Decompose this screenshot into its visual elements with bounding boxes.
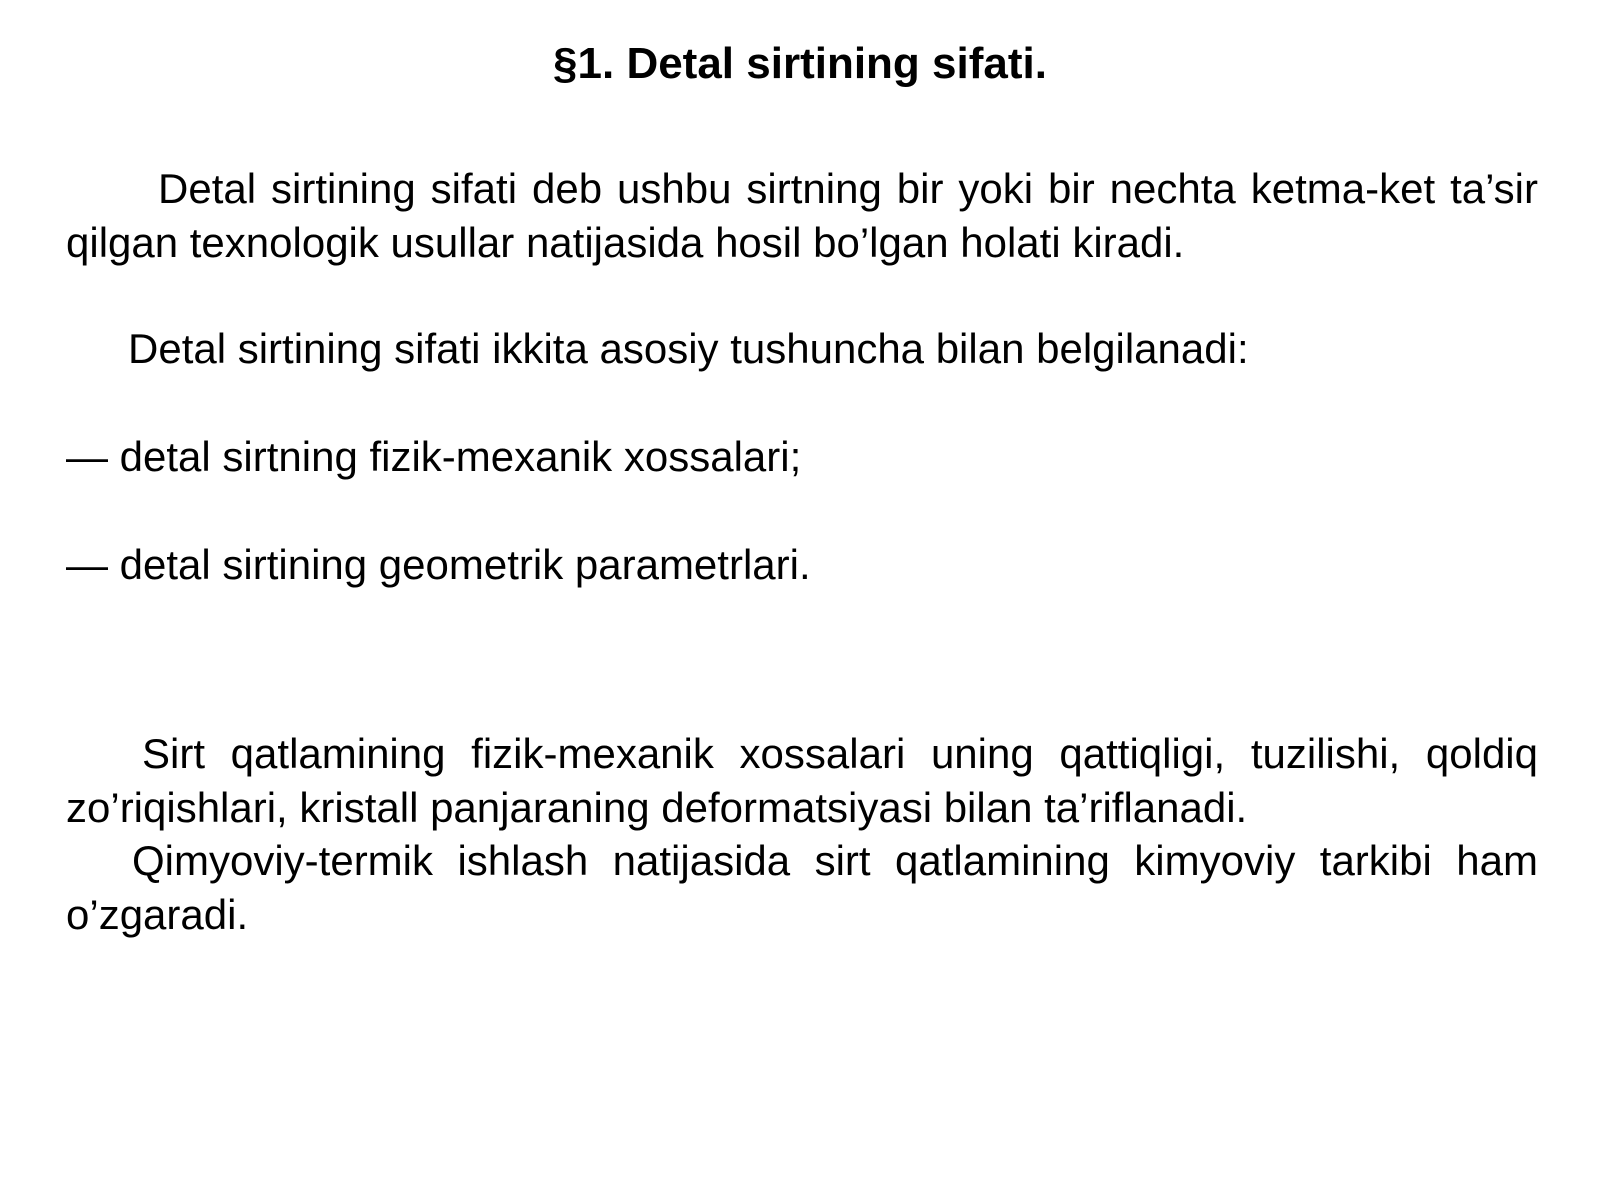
paragraph-properties: Sirt qatlamining fizik-mexanik xossalari uning qattiqligi, tuzilishi, qoldiq zo’riqishlari, kristall panjaraning deformatsiyasi bilan ta’riflanadi. bbox=[66, 730, 1538, 831]
paragraph-definition: Detal sirtining sifati deb ushbu sirtning bir yoki bir nechta ketma-ket ta’sir qilgan texnologik usullar natijasida hosil bo’lgan holati kiradi. bbox=[66, 165, 1538, 266]
paragraph-intro: Detal sirtining sifati ikkita asosiy tushuncha bilan belgilanadi: bbox=[128, 325, 1249, 372]
list-item-physical-mechanical: — detal sirtning fizik-mexanik xossalari; bbox=[66, 433, 802, 480]
list-item-geometric: — detal sirtining geometrik parametrlari. bbox=[66, 541, 811, 588]
page-title: §1. Detal sirtining sifati. bbox=[553, 39, 1047, 88]
paragraph-chemical: Qimyoviy-termik ishlash natijasida sirt qatlamining kimyoviy tarkibi ham o’zgaradi. bbox=[66, 837, 1538, 938]
